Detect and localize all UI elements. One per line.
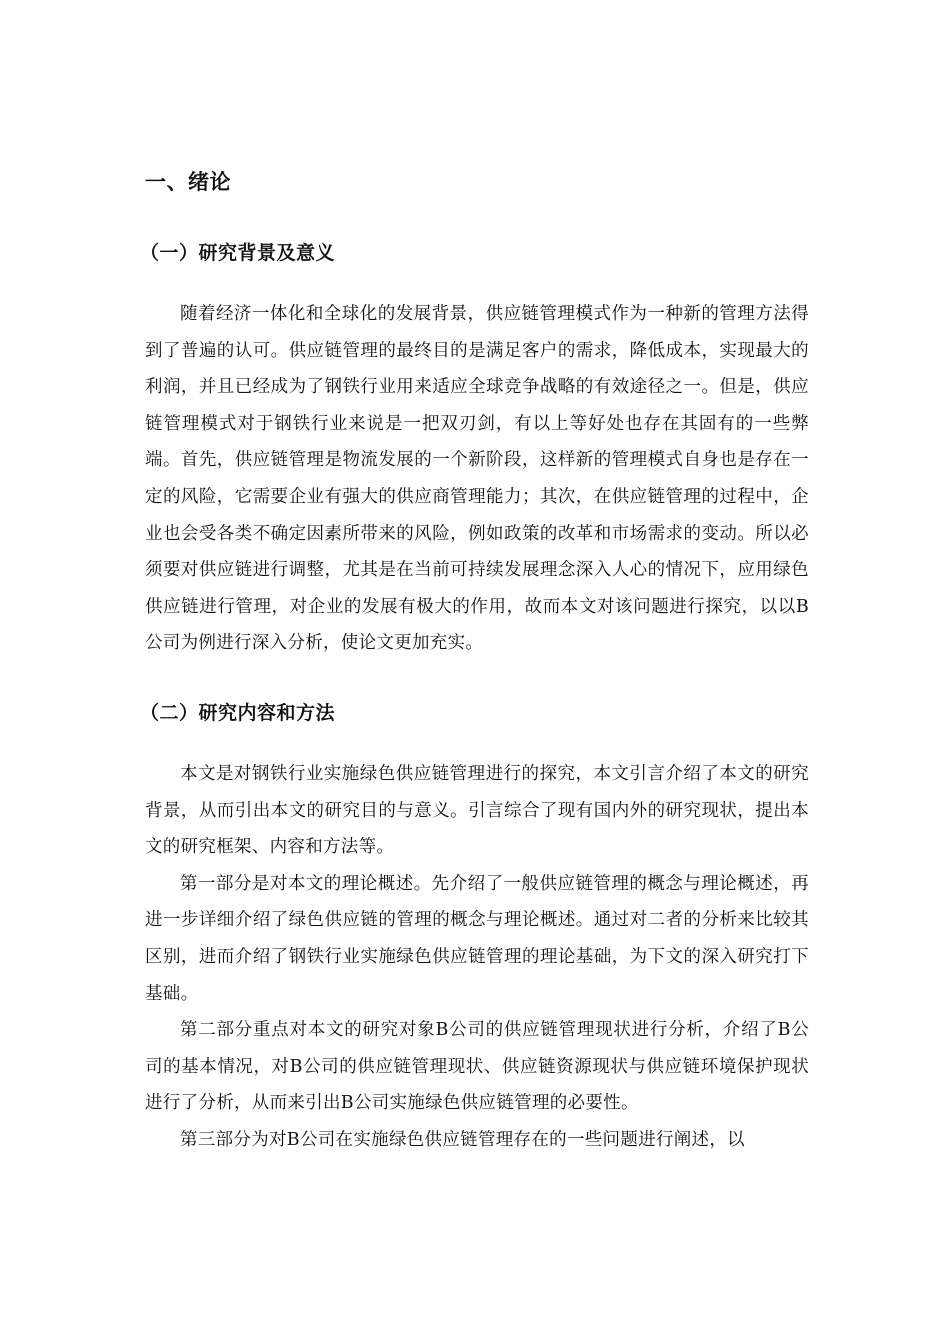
- section-spacer: [145, 662, 809, 698]
- section-heading-content-methods: （二）研究内容和方法: [140, 701, 336, 724]
- body-paragraph: 第三部分为对B公司在实施绿色供应链管理存在的一些问题进行阐述，以: [180, 1129, 745, 1150]
- section-heading-background: （一）研究背景及意义: [140, 242, 336, 264]
- document-body: [140, 166, 809, 1158]
- body-paragraph: 第一部分是对本文的理论概述。先介绍了一般供应链管理的概念与理论概述，再进一步详细介绍了绿色供应链的管理的概念与理论概述。通过对二者的分析来比较其区别，进而介绍了钢铁行业实施绿色供应链管理的理论基础，为下文的深入研究打下基础。: [145, 873, 809, 1004]
- body-paragraph: 随着经济一体化和全球化的发展背景，供应链管理模式作为一种新的管理方法得到了普遍的认可。供应链管理的最终目的是满足客户的需求，降低成本，实现最大的利润，并且已经成为了钢铁行业用来适应全球竞争战略的有效途径之一。但是，供应链管理模式对于钢铁行业来说是一把双刃剑，有以上等好处也存在其固有的一些弊端。首先，供应链管理是物流发展的一个新阶段，这样新的管理模式自身也是存在一定的风险，它需要企业有强大的供应商管理能力；其次，在供应链管理的过程中，企业也会受各类不确定因素所带来的风险，例如政策的改革和市场需求的变动。所以必须要对供应链进行调整，尤其是在当前可持续发展理念深入人心的情况下，应用绿色供应链进行管理，对企业的发展有极大的作用，故而本文对该问题进行探究，以以B公司为例进行深入分析，使论文更加充实。: [145, 304, 809, 654]
- chapter-title: 一、绪论: [145, 170, 231, 194]
- body-paragraph: 第二部分重点对本文的研究对象B公司的供应链管理现状进行分析，介绍了B公司的基本情况，对B公司的供应链管理现状、供应链资源现状与供应链环境保护现状进行了分析，从而来引出B公司实施绿色供应链管理的必要性。: [145, 1020, 809, 1114]
- body-paragraph: 本文是对钢铁行业实施绿色供应链管理进行的探究，本文引言介绍了本文的研究背景，从而引出本文的研究目的与意义。引言综合了现有国内外的研究现状，提出本文的研究框架、内容和方法等。: [145, 763, 809, 858]
